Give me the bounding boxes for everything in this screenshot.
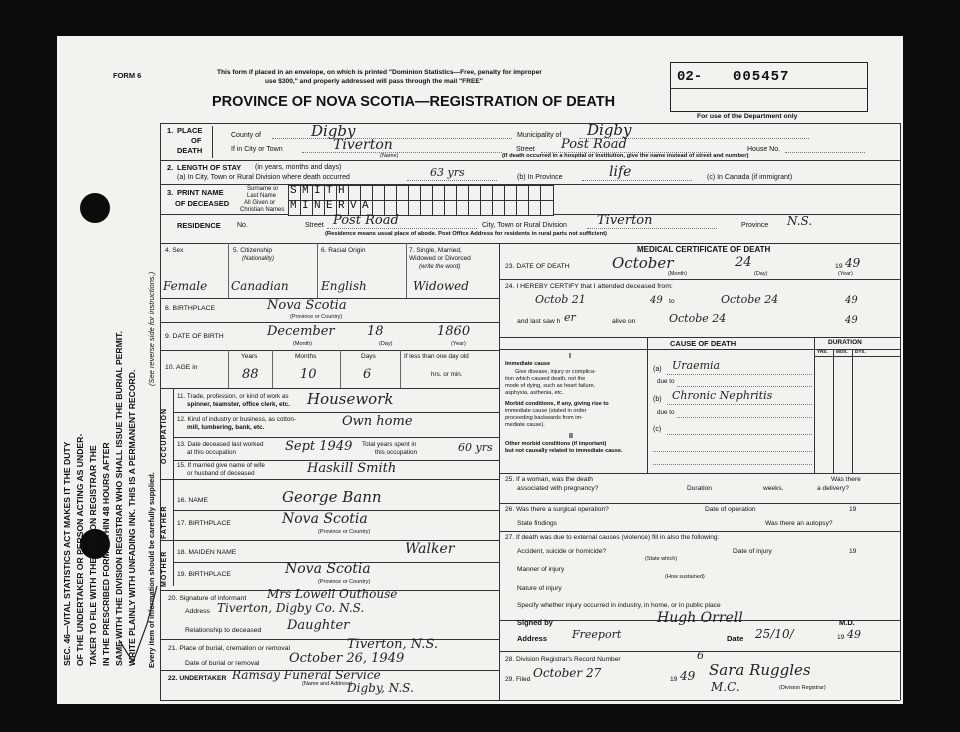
industry-value: Own home: [342, 414, 413, 429]
registrar-record-number: 6: [697, 649, 704, 662]
registrar-signature: Sara Ruggles: [709, 661, 811, 679]
last-saw-value: Octobe 24: [669, 312, 727, 325]
surname-value: SMITH: [290, 185, 351, 197]
citizenship-value: Canadian: [231, 279, 289, 293]
pen-check-mark: [117, 584, 161, 668]
city-value: Tiverton: [333, 137, 393, 153]
municipality-value: Digby: [587, 121, 632, 139]
attended-to-year: 49: [845, 295, 858, 306]
age-days-value: 6: [363, 367, 372, 382]
attended-from-year: 49: [650, 295, 663, 306]
relationship-value: Daughter: [287, 618, 350, 633]
mother-section-label: MOTHER: [161, 550, 168, 587]
burial-place-value: Tiverton, N.S.: [347, 637, 439, 652]
county-value: Digby: [311, 122, 356, 140]
form-title: PROVINCE OF NOVA SCOTIA—REGISTRATION OF DEATH: [212, 94, 616, 110]
dob-month-value: December: [267, 324, 335, 339]
undertaker-value: Ramsay Funeral Service: [232, 668, 381, 682]
registration-box: [670, 62, 868, 112]
side-instructions: SEC. 46—VITAL STATISTICS ACT MAKES IT THE DUTY OF THE UNDERTAKER OR PERSON ACTING AS UNDER- TAKER TO FILE WITH THE DIVISION REGISTRAR THE IN THE PRESCRIBED FORM WITHIN 48 HOURS AFTER SAME WITH THE DIVISION REGISTRAR WHO SHALL ISSUE THE BURIAL PERMIT. WRITE PLAINLY WITH UNFADING INK. THIS IS A PERMANENT RECORD.: [62, 331, 137, 666]
given-name-value: MINERVA: [290, 200, 375, 212]
last-saw-pronoun: er: [564, 311, 576, 324]
physician-signature-value: Hugh Orrell: [657, 610, 743, 626]
medical-certificate-header: MEDICAL CERTIFICATE OF DEATH: [637, 245, 771, 254]
birthplace-value: Nova Scotia: [267, 298, 347, 313]
form-label: FORM 6: [113, 71, 142, 80]
letter-box: [540, 200, 554, 216]
attended-from-value: Octob 21: [535, 293, 586, 306]
filed-date-value: October 27: [533, 666, 602, 680]
registrar-signature-suffix: M.C.: [711, 680, 740, 694]
street-value: Post Road: [561, 137, 627, 152]
cause-a-value: Uraemia: [672, 359, 721, 372]
registration-prefix: 02-: [677, 69, 703, 85]
burial-date-value: October 26, 1949: [289, 651, 405, 666]
stay-province-value: life: [609, 164, 632, 180]
death-year-value: 49: [845, 256, 861, 270]
mother-birthplace-value: Nova Scotia: [285, 561, 371, 577]
physician-address-value: Freeport: [572, 628, 622, 641]
residence-street-value: Post Road: [333, 213, 399, 228]
marital-status-value: Widowed: [413, 279, 469, 293]
last-saw-year: 49: [845, 315, 858, 326]
side-note-reverse: (See reverse side for instructions.): [147, 271, 156, 386]
father-section-label: FATHER: [161, 505, 168, 539]
letter-box: [540, 185, 554, 201]
stay-city-value: 63 yrs: [430, 166, 465, 179]
death-registration-form: SEC. 46—VITAL STATISTICS ACT MAKES IT THE DUTY OF THE UNDERTAKER OR PERSON ACTING AS UNDER- TAKER TO FILE WITH THE DIVISION REGISTRAR THE IN THE PRESCRIBED FORM WITHIN 48 HOURS AFTER SAME WITH THE DIVISION REGISTRAR WHO SHALL ISSUE THE BURIAL PERMIT. WRITE PLAINLY WITH UNFADING INK. THIS IS A PERMANENT RECORD. Every item of information should be carefully supplied. (See reverse side for instructions.) FORM 6 This form if placed in an envelope, on which is printed "Dominion Statistics—Free, penalty for improper use $300," and properly addressed will pass through the mail "FREE" PROVINCE OF NOVA SCOTIA—REGISTRATION OF DEATH 02- 005457 For use of the Department only 1. PLACE OF DEATH County of Digby Municipality of Digby If in City or Town Tiverton (Name) Street Post Road House No. (If death occurred in a hospital or institution, give the name instead of street and number) 2. LENGTH OF STAY (in years, months and days) (a) In City, Town or Rural Division where death occurred 63 yrs (b) In Province life (c) In Canada (if immigrant) 3. PRINT NAME OF DECEASED Surname or Last Name All Given or Christian Names SMITH MINERVA RESIDENCE No. Street Post Road City, Town or Rural Division Tiverton Province N.S. (Residence means usual place of abode. Post Office Address for residents in rural parts not sufficient) 4. Sex Female 5. Citizenship (Nationality) Canadian 6. Racial Origin English 7. Single, Married, Widowed or Divorced (write the word) Widowed 8. BIRTHPLACE Nova Scotia (Province or Country) 9. DATE OF BIRTH December 18 1860 (Month) (Day) (Year) 10. AGE in Years Months Days 88 10 6 If less than one day old hrs. or min. OCCUPATION FATHER MOTHER 11. Trade, profession, or kind of work as spinner, teamster, office clerk, etc. Housework 12. Kind of industry or business, as cotton- mill, lumbering, bank, etc. Own home 13. Date deceased last worked at this occupation Sept 1949 Total years spent in this occupation 60 yrs 15. If married give name of wife or husband of deceased Haskill Smith 16. NAME George Bann 17. BIRTHPLACE Nova Scotia (Province or Country) 18. MAIDEN NAME Walker 19. BIRTHPLACE Nova Scotia (Province or Country) 20. Signature of informant Mrs Lowell Outhouse Address Tiverton, Digby Co. N.S. Relationship to deceased Daughter 21. Place of burial, cremation or removal Tiverton, N.S. Date of burial or removal October 26, 1949 22. UNDERTAKER Ramsay Funeral Service (Name and Address) Digby, N.S. MEDICAL CERTIFICATE OF DEATH 23. DATE OF DEATH October 24 19 49 (Month) (Day) (Year) 24. I HEREBY CERTIFY that I attended deceased from: Octob 21 49 to Octobe 24 49 and last saw h er alive on Octobe 24 49 CAUSE OF DEATH DURATION YRS. MOS. DYS. I Immediate cause Give disease, injury or complica- tion which caused death, not the mode of dying, such as heart failure, asphyxia, asthenia, etc. Morbid conditions, if any, giving rise to immediate cause (stated in order proceeding backwards from im- mediate cause). II Other morbid conditions (if important) but not causally related to immediate cause. (a) Uraemia due to (b) Chronic Nephritis due to (c) 25. If a woman, was the death associated with pregnancy? Duration weeks. Was there a delivery? 26. Was there a surgical operation? Date of operation 19 State findings Was there an autopsy? 27. If death was due to external causes (violence) fill in also the following: Accident, suicide or homicide? Date of injury 19 (State which) Manner of injury (How sustained) Nature of injury Specify whether injury occurred in industry, in home, or in public place Signed by Hugh Orrell M.D. Address Freeport Date 25/10/ 19 49 28. Division Registrar's Record Number 6 29. Filed October 27 19 49 Sara Ruggles M.C. (Division Registrar): [57, 36, 903, 704]
total-years-value: 60 yrs: [458, 441, 493, 454]
father-name-value: George Bann: [282, 488, 382, 506]
last-worked-value: Sept 1949: [285, 439, 353, 454]
racial-origin-value: English: [321, 279, 367, 293]
death-month-value: October: [612, 254, 674, 272]
cause-b-value: Chronic Nephritis: [672, 389, 773, 402]
informant-signature-value: Mrs Lowell Outhouse: [267, 587, 398, 601]
spouse-value: Haskill Smith: [307, 461, 397, 476]
duration-header: DURATION: [828, 339, 862, 346]
residence-province-value: N.S.: [787, 214, 813, 228]
age-months-value: 10: [300, 367, 317, 382]
mother-maiden-value: Walker: [405, 541, 455, 557]
sex-value: Female: [163, 279, 208, 293]
occupation-section-label: OCCUPATION: [161, 407, 168, 464]
side-note: Every item of information should be carefully supplied.: [147, 472, 156, 668]
dob-year-value: 1860: [437, 324, 471, 339]
undertaker-address-value: Digby, N.S.: [347, 681, 414, 695]
attended-to-value: Octobe 24: [721, 293, 779, 306]
envelope-note-1: This form if placed in an envelope, on which is printed "Dominion Statistics—Free, penalty for improper: [217, 69, 542, 76]
registration-number: 005457: [733, 69, 790, 85]
filed-year-value: 49: [680, 669, 696, 683]
envelope-note-2: use $300," and properly addressed will pass through the mail "FREE": [265, 78, 483, 85]
trade-value: Housework: [307, 390, 394, 408]
cause-of-death-header: CAUSE OF DEATH: [670, 339, 737, 348]
age-years-value: 88: [242, 367, 259, 382]
informant-address-value: Tiverton, Digby Co. N.S.: [217, 601, 365, 615]
dob-day-value: 18: [367, 324, 384, 339]
residence-city-value: Tiverton: [597, 213, 653, 228]
death-day-value: 24: [735, 255, 752, 270]
physician-date-year: 49: [847, 628, 861, 641]
department-note: For use of the Department only: [697, 113, 798, 120]
physician-date-value: 25/10/: [755, 627, 794, 641]
father-birthplace-value: Nova Scotia: [282, 511, 368, 527]
